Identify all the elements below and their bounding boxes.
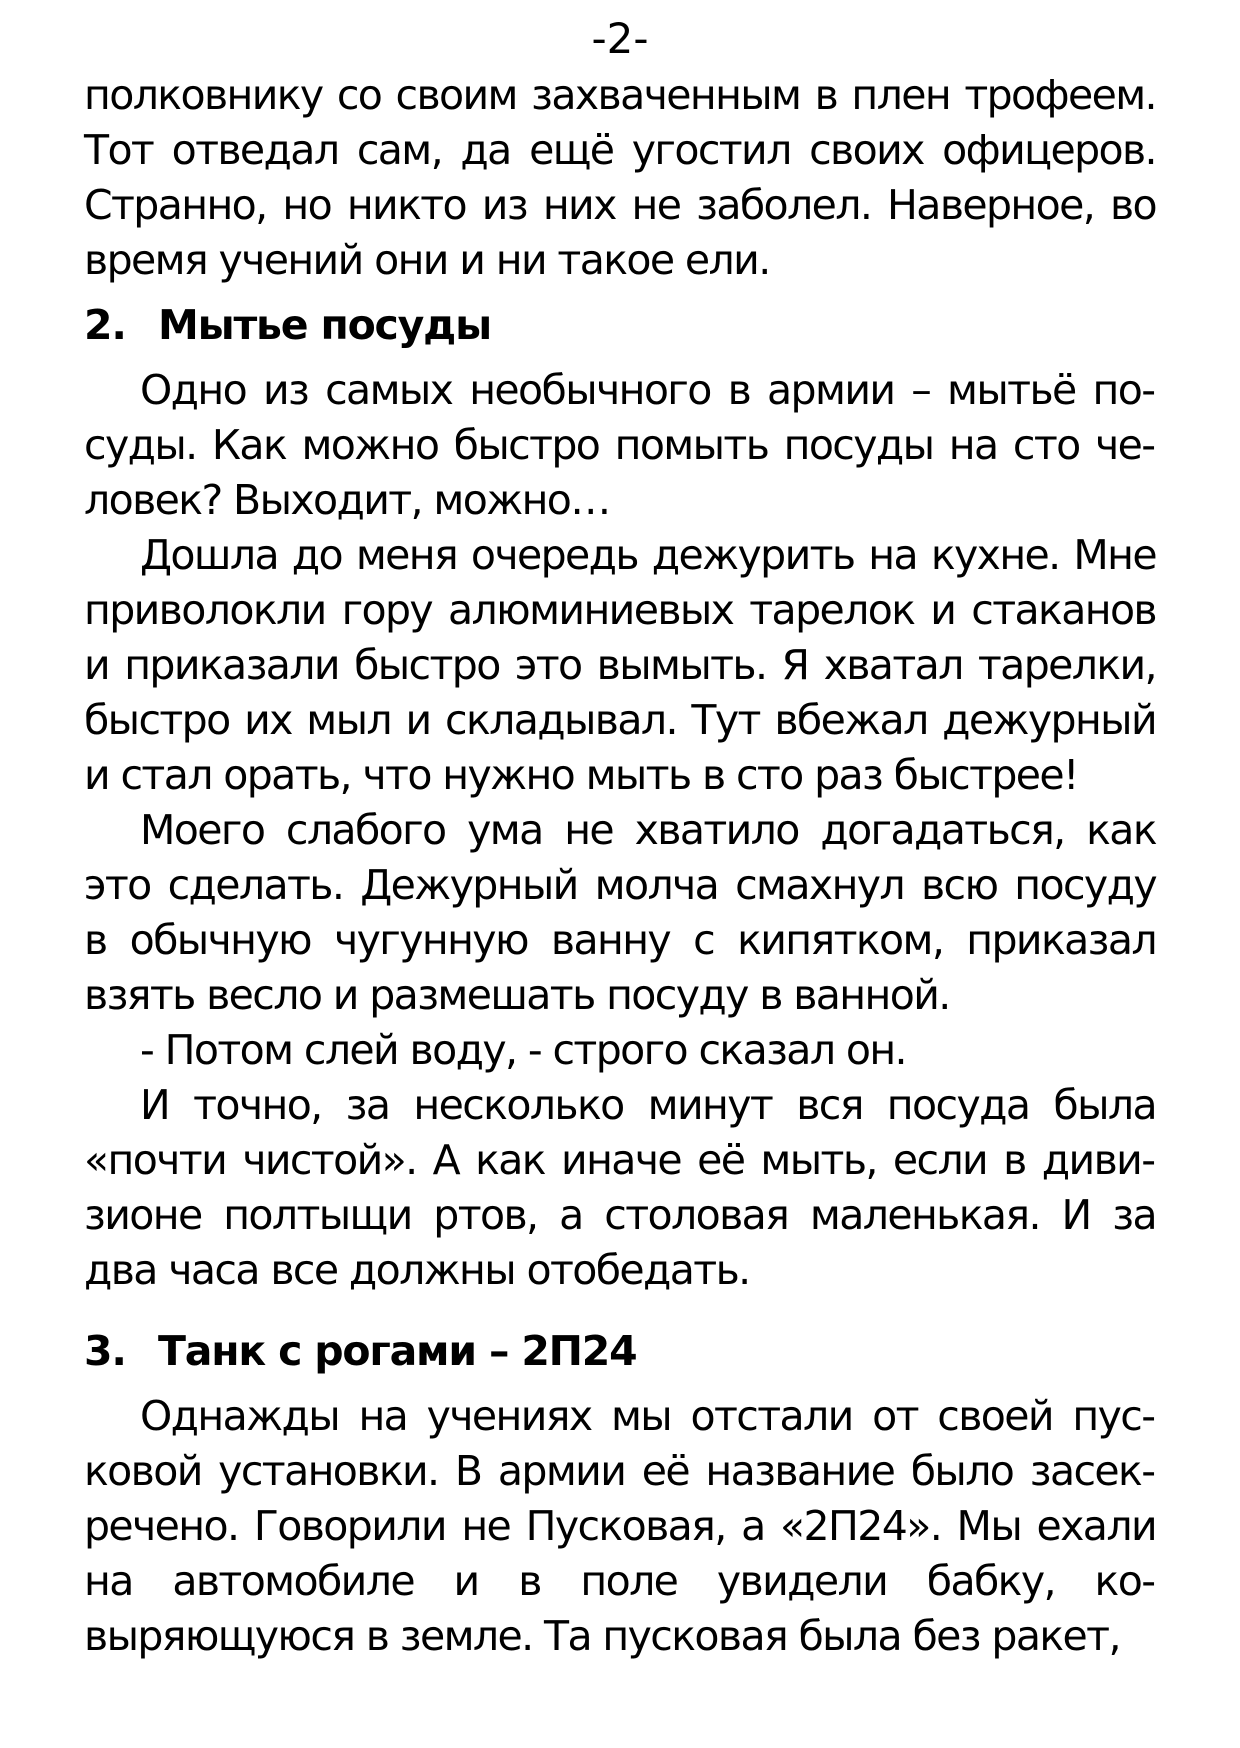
paragraph: Однажды на учениях мы отстали от своей пусковой установки. В армии её название было засекречено. Говорили не Пусковая, а «2П24». Мы ехали на автомобиле и в поле увидели бабку, ковыряющуюся в земле. Та пусковая была без ракет, <box>84 1392 1156 1660</box>
section-heading-3 <box>84 1324 1156 1379</box>
paragraph: полковнику со своим захваченным в плен трофеем. Тот отведал сам, да ещё угостил своих офицеров. Странно, но никто из них не заболел. Наверное, во время учений они и ни такое ели. <box>84 71 1156 284</box>
section-title: Танк с рогами – 2П24 <box>158 1327 637 1375</box>
document-page <box>84 14 1156 1664</box>
section-title: Мытье посуды <box>158 301 491 349</box>
paragraph: Одно из самых необычного в армии – мытьё посуды. Как можно быстро помыть посуды на сто человек? Выходит, можно… <box>84 366 1156 524</box>
paragraph: - Потом слей воду, - строго сказал он. <box>140 1026 906 1074</box>
section-heading-2 <box>84 298 1156 353</box>
section-number: 3. <box>84 1327 126 1375</box>
paragraph: Моего слабого ума не хватило догадаться, как это сделать. Дежурный молча смахнул всю посуду в обычную чугунную ванну с кипятком, приказал взять весло и размешать посуду в ванной. <box>84 806 1156 1019</box>
section-number: 2. <box>84 301 126 349</box>
paragraph: И точно, за несколько минут вся посуда была «почти чистой». А как иначе её мыть, если в дивизионе полтыщи ртов, а столовая маленькая. И за два часа все должны отобедать. <box>84 1081 1156 1294</box>
page-number: -2- <box>591 14 649 63</box>
paragraph: Дошла до меня очередь дежурить на кухне. Мне приволокли гору алюминиевых тарелок и стаканов и приказали быстро это вымыть. Я хватал тарелки, быстро их мыл и складывал. Тут вбежал дежурный и стал орать, что нужно мыть в сто раз быстрее! <box>84 531 1156 799</box>
